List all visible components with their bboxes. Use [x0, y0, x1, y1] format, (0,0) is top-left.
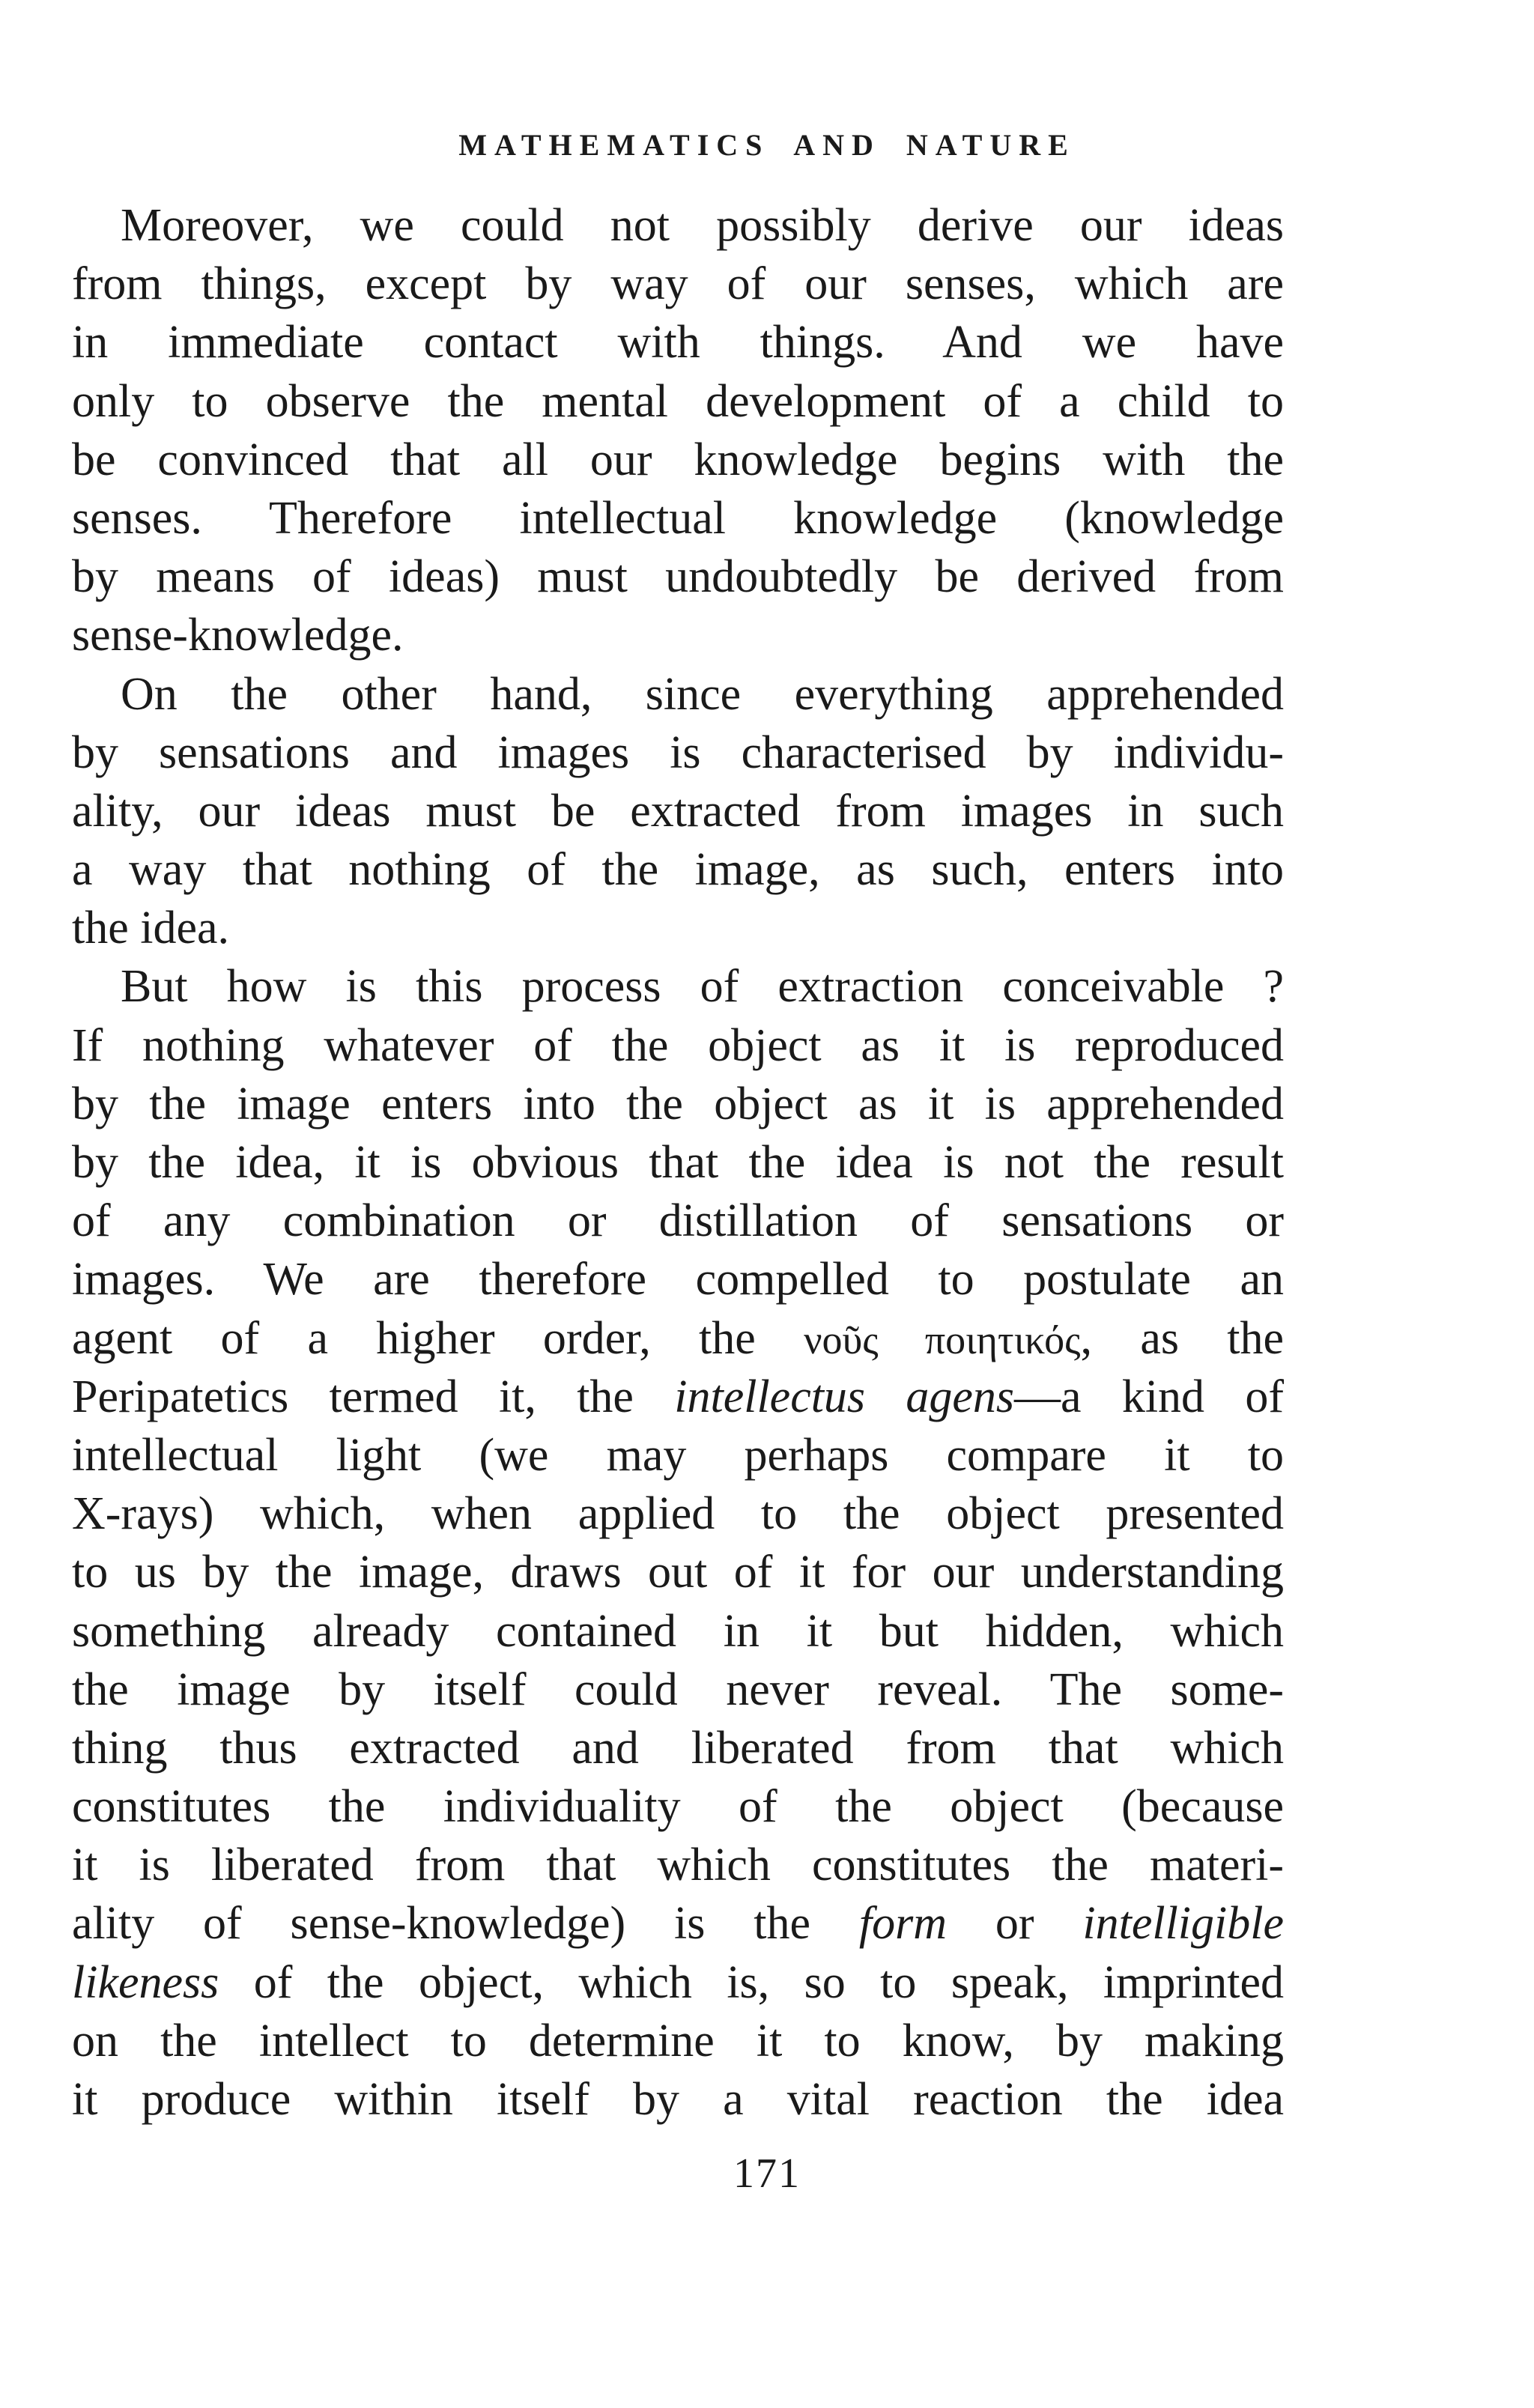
text-fragment: agent of a higher order, the — [72, 1312, 804, 1364]
text-line: by means of ideas) must undoubtedly be derived from — [72, 551, 1284, 603]
text-line: If nothing whatever of the object as it is reproduced — [72, 1019, 1284, 1071]
text-line: to us by the image, draws out of it for our understanding — [72, 1547, 1284, 1598]
text-fragment: of the object, which is, so to speak, imprinted — [219, 1956, 1284, 2008]
text-line: ality, our ideas must be extracted from images in such — [72, 785, 1284, 837]
page-number: 171 — [733, 2150, 801, 2197]
text-fragment: Peripatetics termed it, the — [72, 1371, 675, 1422]
text-line: by the image enters into the object as it is apprehended — [72, 1078, 1284, 1129]
greek-term: νοῦς ποιητικός — [804, 1317, 1081, 1362]
text-fragment: , as the — [1080, 1312, 1284, 1364]
italic-term: likeness — [72, 1956, 219, 2008]
text-line: something already contained in it but hidden, which — [72, 1605, 1284, 1657]
running-head: MATHEMATICS AND NATURE — [458, 128, 1076, 162]
text-line: be convinced that all our knowledge begins with the — [72, 434, 1284, 485]
text-line: Moreover, we could not possibly derive our ideas — [121, 200, 1284, 251]
text-fragment: or — [947, 1898, 1083, 1950]
text-line: sense-knowledge. — [72, 610, 404, 661]
text-line: intellectual light (we may perhaps compare it to — [72, 1429, 1284, 1481]
text-line: it produce within itself by a vital reaction the idea — [72, 2074, 1284, 2125]
text-line: the image by itself could never reveal. The some- — [72, 1664, 1284, 1715]
text-line: X-rays) which, when applied to the object presented — [72, 1488, 1284, 1540]
italic-term: intelligible — [1082, 1898, 1284, 1950]
text-line: senses. Therefore intellectual knowledge (knowledge — [72, 492, 1284, 544]
text-fragment: —a kind of — [1014, 1371, 1284, 1422]
text-line: a way that nothing of the image, as such, enters into — [72, 844, 1284, 896]
italic-term: form — [858, 1898, 947, 1950]
text-line — [72, 1309, 1284, 1368]
text-line: constitutes the individuality of the object (because — [72, 1781, 1284, 1833]
text-line: of any combination or distillation of sensations or — [72, 1195, 1284, 1247]
text-line: only to observe the mental development of a child to — [72, 375, 1284, 427]
text-line: by sensations and images is characterised by individu- — [72, 727, 1284, 778]
body-text — [72, 196, 1284, 2129]
text-line: on the intellect to determine it to know, by making — [72, 2015, 1284, 2066]
text-fragment: ality of sense-knowledge) is the — [72, 1898, 859, 1950]
text-line — [72, 1894, 1284, 1953]
text-line — [72, 1953, 1284, 2012]
text-line: On the other hand, since everything apprehended — [121, 668, 1284, 720]
text-line: thing thus extracted and liberated from that which — [72, 1722, 1284, 1774]
text-line: images. We are therefore compelled to postulate an — [72, 1254, 1284, 1305]
text-line: by the idea, it is obvious that the idea is not the result — [72, 1137, 1284, 1188]
text-line — [72, 1368, 1284, 1426]
text-line: from things, except by way of our senses, which are — [72, 258, 1284, 310]
text-line: the idea. — [72, 903, 230, 954]
italic-term: intellectus agens — [674, 1371, 1015, 1422]
text-line: But how is this process of extraction conceivable ? — [121, 961, 1284, 1013]
text-line: in immediate contact with things. And we have — [72, 317, 1284, 369]
text-line: it is liberated from that which constitutes the materi- — [72, 1840, 1284, 1891]
